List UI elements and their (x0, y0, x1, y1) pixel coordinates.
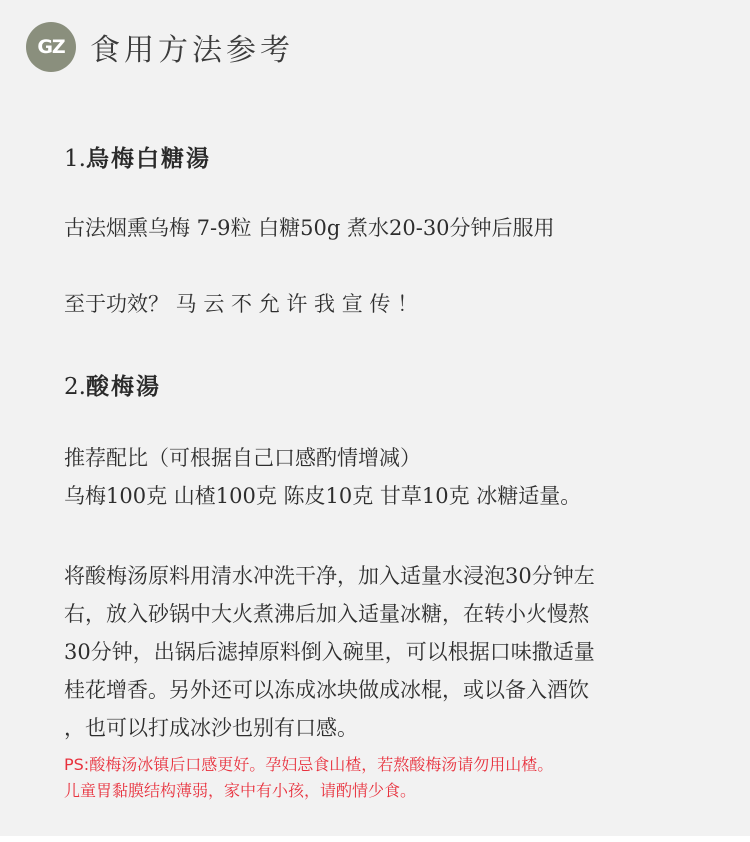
ps-line: 儿童胃黏膜结构薄弱，家中有小孩，请酌情少食。 (64, 781, 417, 800)
logo-text: GZ (37, 36, 65, 58)
section2-number: 2. (64, 374, 86, 400)
section2-ingredients: 乌梅100克 山楂100克 陈皮10克 甘草10克 冰糖适量。 (64, 484, 582, 508)
section2-method (64, 557, 694, 747)
section2-heading (64, 368, 161, 401)
ps-note (64, 752, 553, 804)
method-line: 30分钟，出锅后滤掉原料倒入碗里，可以根据口味撒适量 (64, 640, 595, 664)
brand-logo-icon (26, 22, 76, 72)
section2-ratio-intro: 推荐配比（可根据自己口感酌情增减） (64, 446, 421, 470)
method-line: 将酸梅汤原料用清水冲洗干净，加入适量水浸泡30分钟左 (64, 564, 595, 588)
section1-number: 1. (64, 146, 86, 172)
section1-note: 至于功效？ 马 云 不 允 许 我 宣 传 ！ (64, 292, 419, 316)
header (26, 22, 294, 72)
method-line: ，也可以打成冰沙也别有口感。 (64, 716, 358, 740)
section2-title: 酸梅湯 (85, 373, 161, 400)
method-line: 右，放入砂锅中大火煮沸后加入适量冰糖，在转小火慢熬 (64, 602, 589, 626)
section1-heading (64, 140, 211, 173)
page-title: 食用方法参考 (90, 33, 294, 68)
section1-title: 烏梅白糖湯 (85, 145, 211, 172)
method-line: 桂花增香。另外还可以冻成冰块做成冰棍，或以备入酒饮 (64, 678, 589, 702)
ps-line: PS:酸梅汤冰镇后口感更好。孕妇忌食山楂，若熬酸梅汤请勿用山楂。 (64, 755, 554, 774)
section1-recipe: 古法烟熏乌梅 7-9粒 白糖50g 煮水20-30分钟后服用 (64, 216, 555, 240)
